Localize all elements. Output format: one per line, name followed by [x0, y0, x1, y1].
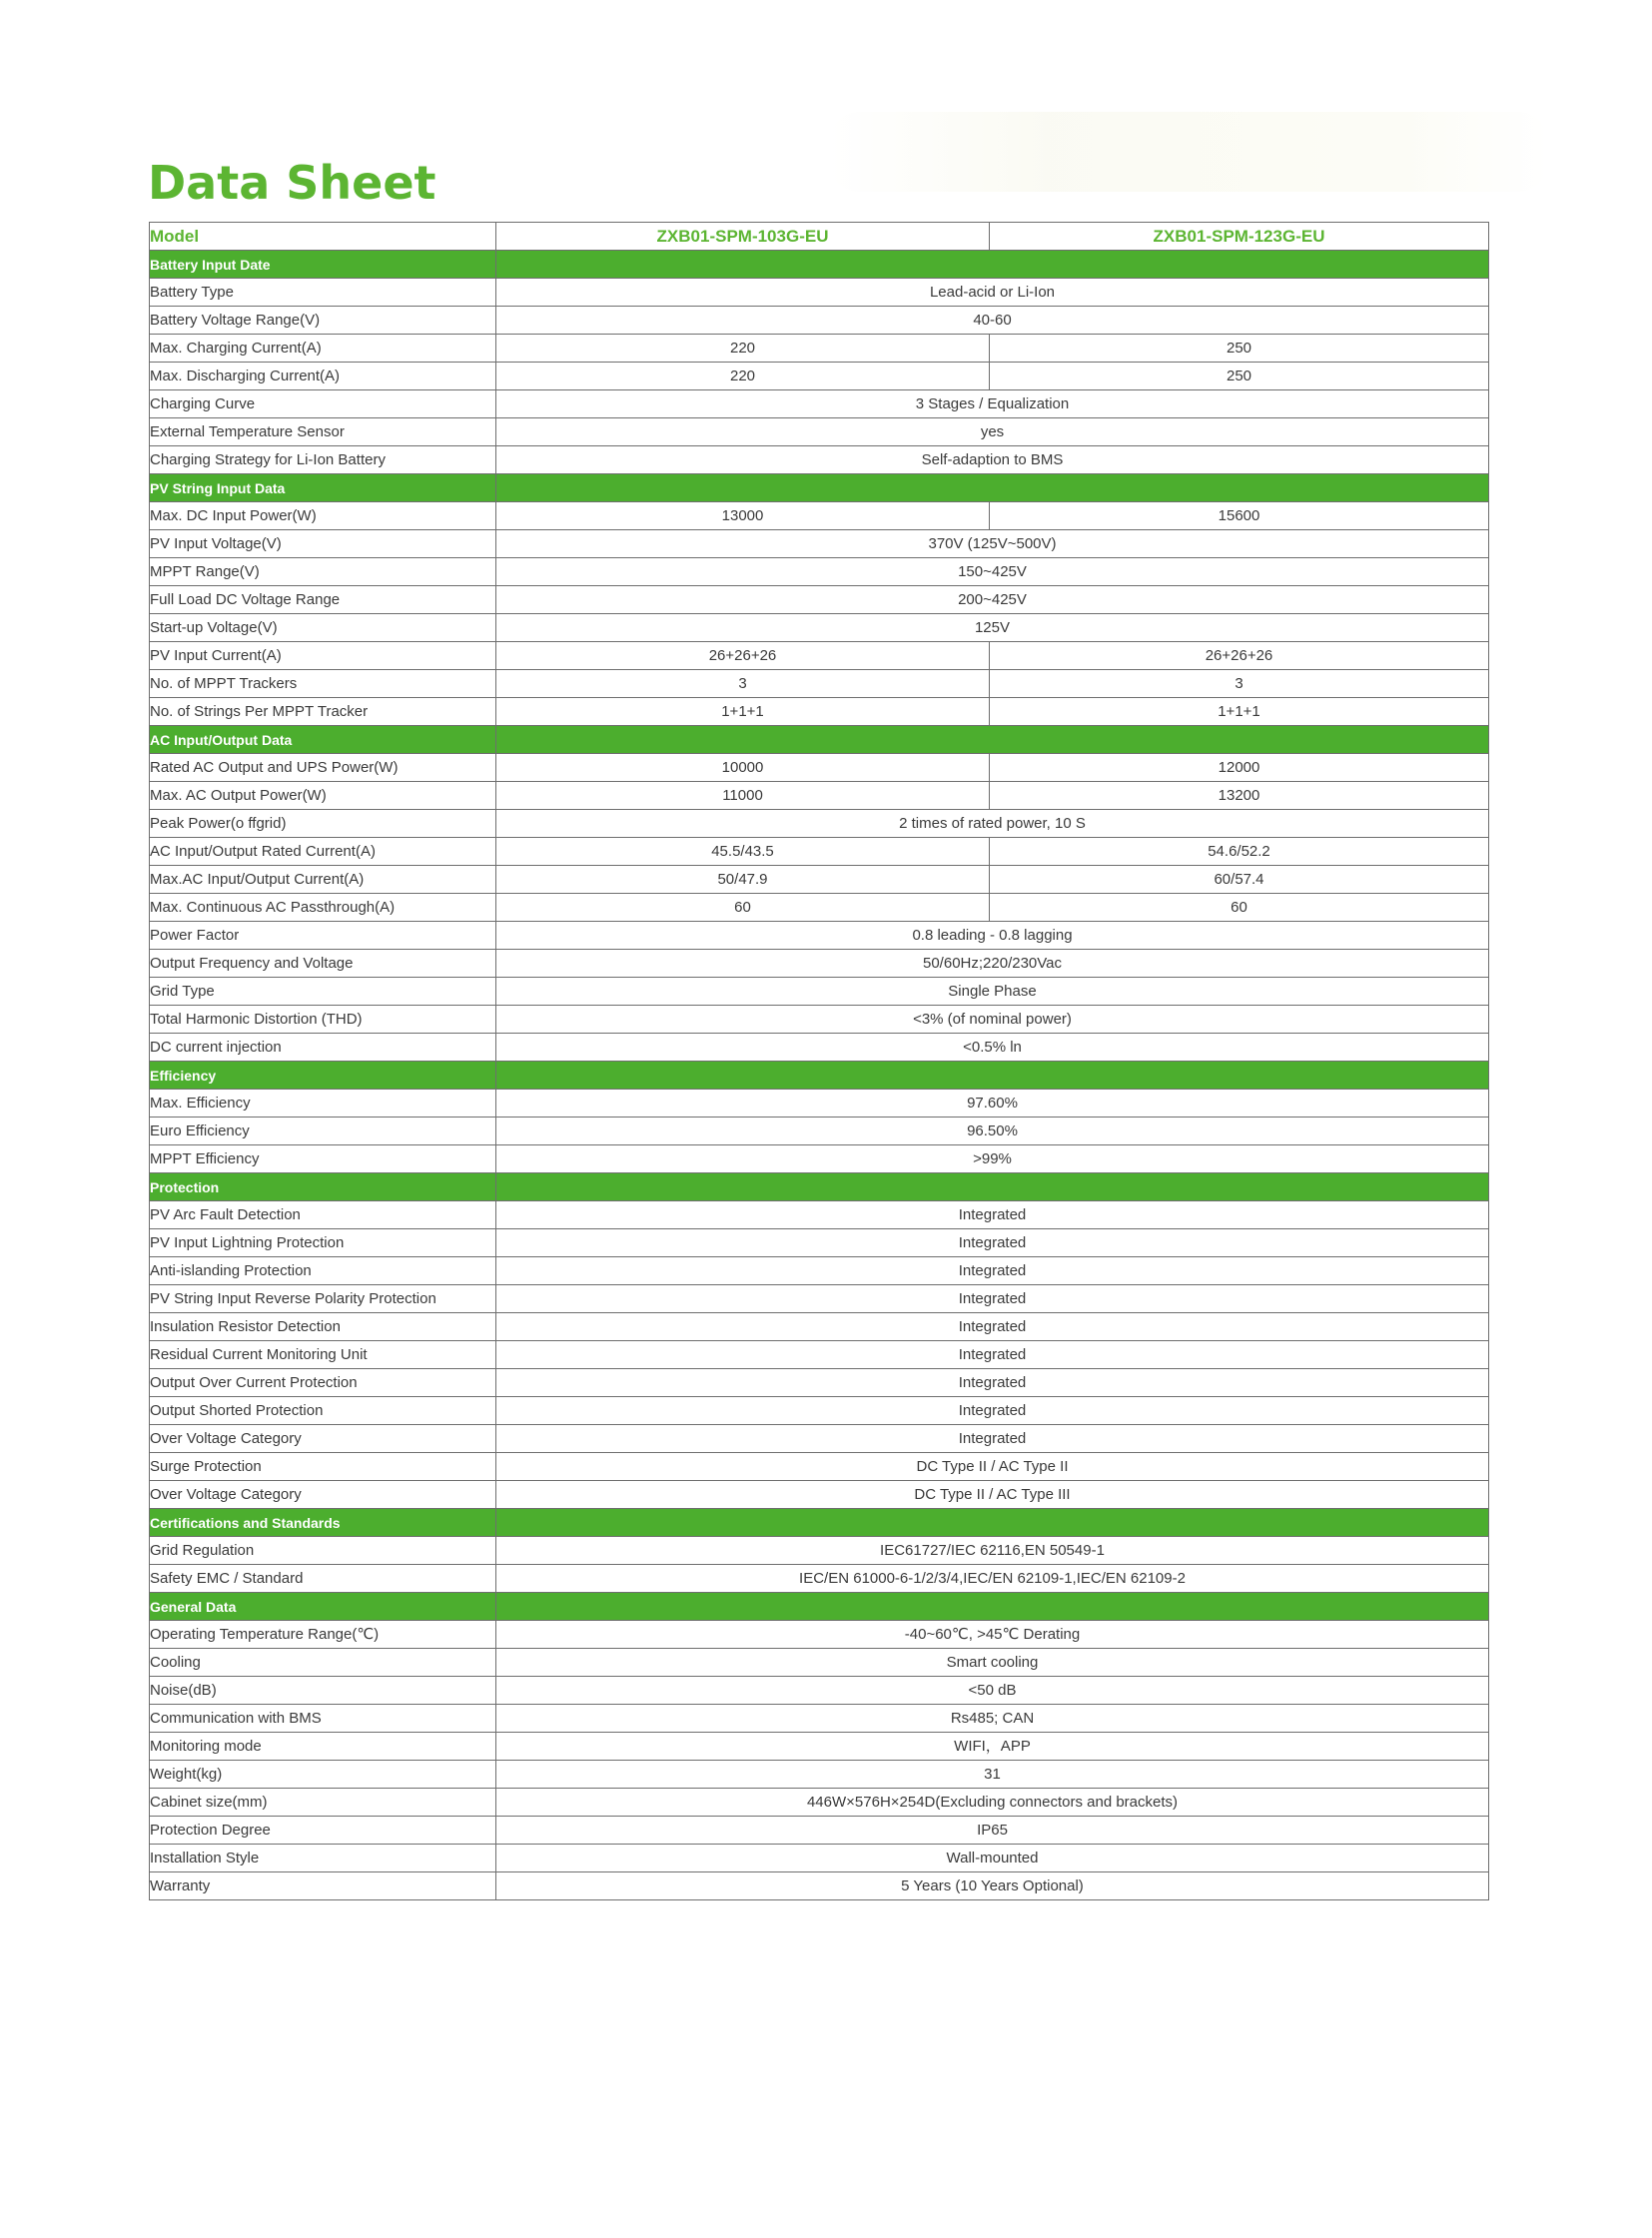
spec-value: 45.5/43.5	[496, 838, 990, 866]
spec-label: Max. Discharging Current(A)	[150, 363, 496, 390]
spec-value: IEC61727/IEC 62116,EN 50549-1	[496, 1537, 1489, 1565]
spec-value: 5 Years (10 Years Optional)	[496, 1872, 1489, 1900]
spec-row	[150, 950, 1489, 978]
spec-label: Cabinet size(mm)	[150, 1789, 496, 1817]
spec-label: PV Input Voltage(V)	[150, 530, 496, 558]
spec-label: Cooling	[150, 1649, 496, 1677]
spec-row	[150, 363, 1489, 390]
spec-value: yes	[496, 418, 1489, 446]
spec-row	[150, 390, 1489, 418]
spec-label: Power Factor	[150, 922, 496, 950]
spec-label: Charging Strategy for Li-Ion Battery	[150, 446, 496, 474]
spec-label: AC Input/Output Rated Current(A)	[150, 838, 496, 866]
spec-value: 200~425V	[496, 586, 1489, 614]
section-header-row	[150, 251, 1489, 279]
spec-value: 15600	[990, 502, 1489, 530]
spec-row	[150, 1229, 1489, 1257]
spec-value: Smart cooling	[496, 1649, 1489, 1677]
spec-row	[150, 1397, 1489, 1425]
section-title: Protection	[150, 1173, 496, 1201]
spec-label: DC current injection	[150, 1034, 496, 1062]
spec-value: Integrated	[496, 1285, 1489, 1313]
spec-value: 3 Stages / Equalization	[496, 390, 1489, 418]
section-fill	[496, 1062, 1489, 1090]
spec-value: 220	[496, 363, 990, 390]
spec-value: 1+1+1	[990, 698, 1489, 726]
spec-label: Output Frequency and Voltage	[150, 950, 496, 978]
spec-value: 31	[496, 1761, 1489, 1789]
model-name: ZXB01-SPM-103G-EU	[496, 223, 990, 251]
spec-value: 3	[990, 670, 1489, 698]
spec-value: 26+26+26	[990, 642, 1489, 670]
spec-row	[150, 782, 1489, 810]
spec-label: Start-up Voltage(V)	[150, 614, 496, 642]
spec-label: Insulation Resistor Detection	[150, 1313, 496, 1341]
spec-value: Lead-acid or Li-Ion	[496, 279, 1489, 307]
spec-row	[150, 838, 1489, 866]
spec-row	[150, 502, 1489, 530]
spec-label: PV Arc Fault Detection	[150, 1201, 496, 1229]
spec-row	[150, 335, 1489, 363]
spec-row	[150, 530, 1489, 558]
spec-value: 13000	[496, 502, 990, 530]
spec-value: 26+26+26	[496, 642, 990, 670]
spec-value: 60	[496, 894, 990, 922]
section-title: Certifications and Standards	[150, 1509, 496, 1537]
spec-label: Warranty	[150, 1872, 496, 1900]
section-fill	[496, 726, 1489, 754]
spec-row	[150, 446, 1489, 474]
spec-row	[150, 614, 1489, 642]
spec-row	[150, 810, 1489, 838]
spec-label: Max.AC Input/Output Current(A)	[150, 866, 496, 894]
spec-value: IEC/EN 61000-6-1/2/3/4,IEC/EN 62109-1,IEC/EN 62109-2	[496, 1565, 1489, 1593]
spec-label: Max. AC Output Power(W)	[150, 782, 496, 810]
spec-label: No. of MPPT Trackers	[150, 670, 496, 698]
spec-label: Full Load DC Voltage Range	[150, 586, 496, 614]
spec-label: Rated AC Output and UPS Power(W)	[150, 754, 496, 782]
spec-row	[150, 1677, 1489, 1705]
spec-value: IP65	[496, 1817, 1489, 1845]
spec-row	[150, 1034, 1489, 1062]
spec-value: 50/47.9	[496, 866, 990, 894]
section-title: PV String Input Data	[150, 474, 496, 502]
spec-row	[150, 1565, 1489, 1593]
spec-value: 250	[990, 363, 1489, 390]
spec-row	[150, 922, 1489, 950]
spec-value: -40~60℃, >45℃ Derating	[496, 1621, 1489, 1649]
spec-value: 54.6/52.2	[990, 838, 1489, 866]
section-fill	[496, 251, 1489, 279]
spec-label: Over Voltage Category	[150, 1481, 496, 1509]
spec-value: Single Phase	[496, 978, 1489, 1006]
spec-label: Weight(kg)	[150, 1761, 496, 1789]
spec-row	[150, 1145, 1489, 1173]
spec-label: Grid Type	[150, 978, 496, 1006]
spec-value: Integrated	[496, 1229, 1489, 1257]
spec-value: Self-adaption to BMS	[496, 446, 1489, 474]
spec-label: Output Over Current Protection	[150, 1369, 496, 1397]
spec-label: Charging Curve	[150, 390, 496, 418]
spec-label: External Temperature Sensor	[150, 418, 496, 446]
spec-value: DC Type II / AC Type II	[496, 1453, 1489, 1481]
spec-value: Integrated	[496, 1369, 1489, 1397]
spec-row	[150, 1872, 1489, 1900]
page-title: Data Sheet	[148, 156, 436, 210]
section-fill	[496, 474, 1489, 502]
spec-value: <0.5% ln	[496, 1034, 1489, 1062]
spec-row	[150, 1453, 1489, 1481]
spec-value: <3% (of nominal power)	[496, 1006, 1489, 1034]
spec-row	[150, 418, 1489, 446]
spec-row	[150, 894, 1489, 922]
section-header-row	[150, 1509, 1489, 1537]
spec-table	[149, 222, 1489, 1900]
spec-value: 2 times of rated power, 10 S	[496, 810, 1489, 838]
spec-value: Integrated	[496, 1201, 1489, 1229]
spec-value: 50/60Hz;220/230Vac	[496, 950, 1489, 978]
spec-row	[150, 279, 1489, 307]
spec-label: Max. Charging Current(A)	[150, 335, 496, 363]
spec-row	[150, 1649, 1489, 1677]
spec-label: Max. Continuous AC Passthrough(A)	[150, 894, 496, 922]
spec-value: <50 dB	[496, 1677, 1489, 1705]
spec-row	[150, 307, 1489, 335]
spec-row	[150, 1341, 1489, 1369]
spec-label: Operating Temperature Range(℃)	[150, 1621, 496, 1649]
spec-value: Integrated	[496, 1425, 1489, 1453]
section-fill	[496, 1593, 1489, 1621]
spec-value: 12000	[990, 754, 1489, 782]
spec-value: Integrated	[496, 1257, 1489, 1285]
spec-row	[150, 1817, 1489, 1845]
spec-row	[150, 558, 1489, 586]
spec-row	[150, 1257, 1489, 1285]
spec-value: Integrated	[496, 1397, 1489, 1425]
section-header-row	[150, 726, 1489, 754]
spec-label: Installation Style	[150, 1845, 496, 1872]
spec-row	[150, 754, 1489, 782]
spec-row	[150, 1313, 1489, 1341]
spec-label: Noise(dB)	[150, 1677, 496, 1705]
spec-label: Communication with BMS	[150, 1705, 496, 1733]
spec-row	[150, 1118, 1489, 1145]
section-fill	[496, 1173, 1489, 1201]
spec-row	[150, 1285, 1489, 1313]
spec-value: DC Type II / AC Type III	[496, 1481, 1489, 1509]
spec-row	[150, 1090, 1489, 1118]
spec-value: 0.8 leading - 0.8 lagging	[496, 922, 1489, 950]
spec-label: Peak Power(o ffgrid)	[150, 810, 496, 838]
spec-value: 446W×576H×254D(Excluding connectors and brackets)	[496, 1789, 1489, 1817]
spec-row	[150, 1537, 1489, 1565]
spec-row	[150, 698, 1489, 726]
spec-row	[150, 1733, 1489, 1761]
spec-row	[150, 642, 1489, 670]
spec-label: PV Input Lightning Protection	[150, 1229, 496, 1257]
spec-row	[150, 586, 1489, 614]
section-fill	[496, 1509, 1489, 1537]
section-header-row	[150, 1173, 1489, 1201]
spec-label: PV String Input Reverse Polarity Protection	[150, 1285, 496, 1313]
spec-row	[150, 1425, 1489, 1453]
spec-label: MPPT Range(V)	[150, 558, 496, 586]
spec-value: 1+1+1	[496, 698, 990, 726]
spec-value: 220	[496, 335, 990, 363]
spec-value: Integrated	[496, 1313, 1489, 1341]
spec-value: Wall-mounted	[496, 1845, 1489, 1872]
spec-label: Over Voltage Category	[150, 1425, 496, 1453]
spec-row	[150, 1621, 1489, 1649]
spec-value: 250	[990, 335, 1489, 363]
model-header-row	[150, 223, 1489, 251]
section-title: Battery Input Date	[150, 251, 496, 279]
spec-value: Integrated	[496, 1341, 1489, 1369]
spec-label: No. of Strings Per MPPT Tracker	[150, 698, 496, 726]
section-title: Efficiency	[150, 1062, 496, 1090]
spec-label: Monitoring mode	[150, 1733, 496, 1761]
spec-value: 60	[990, 894, 1489, 922]
spec-row	[150, 1006, 1489, 1034]
spec-label: Output Shorted Protection	[150, 1397, 496, 1425]
spec-label: Euro Efficiency	[150, 1118, 496, 1145]
model-name: ZXB01-SPM-123G-EU	[990, 223, 1489, 251]
spec-row	[150, 1369, 1489, 1397]
spec-row	[150, 866, 1489, 894]
model-label: Model	[150, 223, 496, 251]
spec-value: 125V	[496, 614, 1489, 642]
spec-label: Battery Type	[150, 279, 496, 307]
spec-value: >99%	[496, 1145, 1489, 1173]
spec-label: Safety EMC / Standard	[150, 1565, 496, 1593]
section-header-row	[150, 1593, 1489, 1621]
spec-label: Max. DC Input Power(W)	[150, 502, 496, 530]
background-watermark	[829, 112, 1548, 192]
section-header-row	[150, 474, 1489, 502]
spec-row	[150, 1789, 1489, 1817]
spec-value: 370V (125V~500V)	[496, 530, 1489, 558]
spec-value: 10000	[496, 754, 990, 782]
section-title: AC Input/Output Data	[150, 726, 496, 754]
section-title: General Data	[150, 1593, 496, 1621]
spec-value: 3	[496, 670, 990, 698]
spec-row	[150, 978, 1489, 1006]
spec-label: Battery Voltage Range(V)	[150, 307, 496, 335]
spec-row	[150, 1481, 1489, 1509]
spec-label: Protection Degree	[150, 1817, 496, 1845]
spec-row	[150, 1761, 1489, 1789]
spec-label: Max. Efficiency	[150, 1090, 496, 1118]
spec-label: Anti-islanding Protection	[150, 1257, 496, 1285]
spec-label: Total Harmonic Distortion (THD)	[150, 1006, 496, 1034]
spec-row	[150, 1845, 1489, 1872]
spec-value: 13200	[990, 782, 1489, 810]
spec-row	[150, 1201, 1489, 1229]
spec-value: 40-60	[496, 307, 1489, 335]
spec-label: Residual Current Monitoring Unit	[150, 1341, 496, 1369]
spec-row	[150, 670, 1489, 698]
spec-row	[150, 1705, 1489, 1733]
spec-label: MPPT Efficiency	[150, 1145, 496, 1173]
spec-value: 96.50%	[496, 1118, 1489, 1145]
section-header-row	[150, 1062, 1489, 1090]
spec-label: Surge Protection	[150, 1453, 496, 1481]
spec-value: 60/57.4	[990, 866, 1489, 894]
spec-value: 97.60%	[496, 1090, 1489, 1118]
spec-label: Grid Regulation	[150, 1537, 496, 1565]
spec-value: 150~425V	[496, 558, 1489, 586]
spec-label: PV Input Current(A)	[150, 642, 496, 670]
spec-value: Rs485; CAN	[496, 1705, 1489, 1733]
spec-value: WIFI，APP	[496, 1733, 1489, 1761]
spec-value: 11000	[496, 782, 990, 810]
